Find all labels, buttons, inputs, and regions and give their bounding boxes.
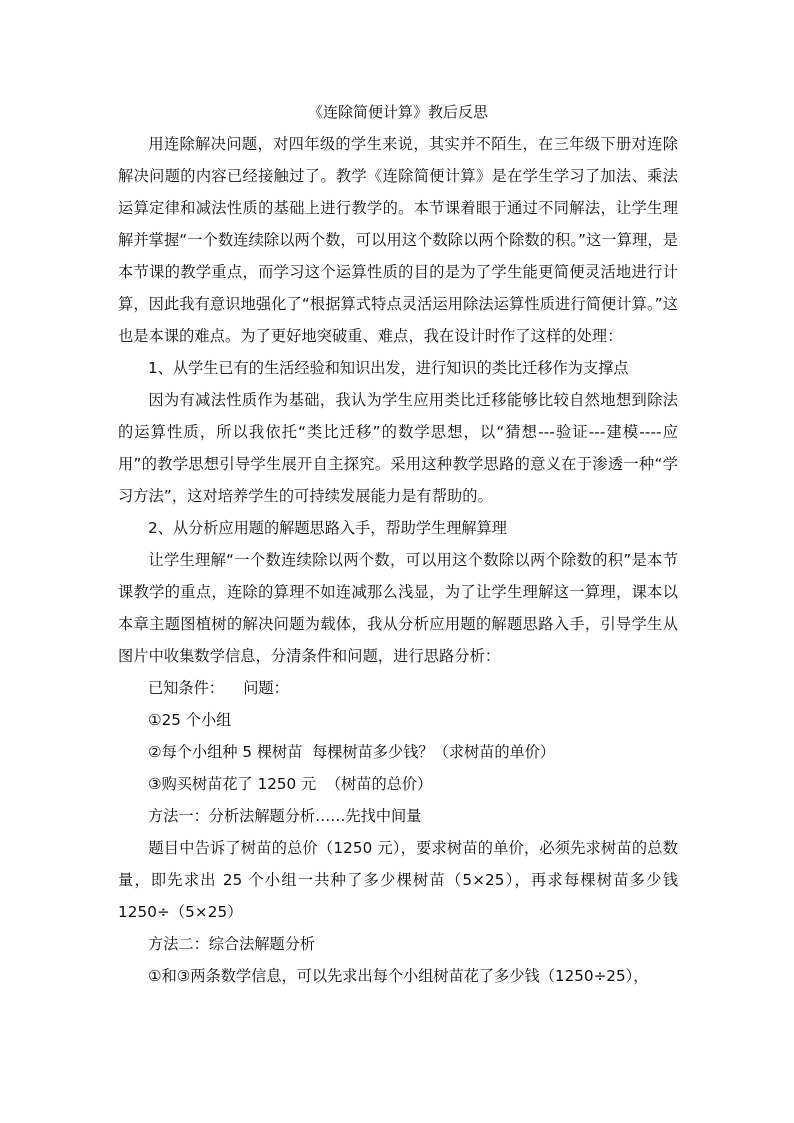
- point-two-paragraph: 让学生理解“一个数连续除以两个数，可以用这个数除以两个除数的积”是本节课教学的重点，连除的算理不如连减那么浅显，为了让学生理解这一算理，课本以本章主题图植树的解决问题为载体，我从分析应用题的解题思路入手，引导学生从图片中收集数学信息，分清条件和问题，进行思路分析：: [118, 551, 678, 665]
- point-one-heading: 1、从学生已有的生活经验和知识出发，进行知识的类比迁移作为支撑点: [148, 359, 629, 377]
- method-two-heading: 方法二：综合法解题分析: [148, 935, 316, 953]
- condition-one: ①25 个小组: [148, 711, 232, 729]
- document-body: [118, 99, 678, 992]
- document-title: 《连除简便计算》教后反思: [307, 103, 488, 121]
- condition-three: ③购买树苗花了 1250 元 （树苗的总价）: [148, 775, 433, 793]
- point-two-heading: 2、从分析应用题的解题思路入手，帮助学生理解算理: [148, 519, 507, 537]
- condition-two: ②每个小组种 5 棵树苗 每棵树苗多少钱？（求树苗的单价）: [148, 743, 556, 761]
- point-one-paragraph: 因为有减法性质作为基础，我认为学生应用类比迁移能够比较自然地想到除法的运算性质，所以我依托“类比迁移”的数学思想，以“猜想---验证---建模----应用”的教学思想引导学生展开自主探究。采用这种教学思路的意义在于渗透一种“学习方法”，这对培养学生的可持续发展能力是有帮助的。: [118, 391, 678, 505]
- method-one-heading: 方法一：分析法解题分析……先找中间量: [148, 807, 422, 825]
- method-one-paragraph: 题目中告诉了树苗的总价（1250 元），要求树苗的单价，必须先求树苗的总数量，即先求出 25 个小组一共种了多少棵树苗（5×25），再求每棵树苗多少钱 1250÷（5×25）: [118, 839, 678, 921]
- given-conditions-label: 已知条件： 问题：: [148, 679, 289, 697]
- intro-paragraph: 用连除解决问题，对四年级的学生来说，其实并不陌生，在三年级下册对连除解决问题的内容已经接触过了。教学《连除简便计算》是在学生学习了加法、乘法运算定律和减法性质的基础上进行教学的。本节课着眼于通过不同解法，让学生理解并掌握“一个数连续除以两个数，可以用这个数除以两个除数的积。”这一算理，是本节课的教学重点，而学习这个运算性质的目的是为了学生能更简便灵活地进行计算，因此我有意识地强化了“根据算式特点灵活运用除法运算性质进行简便计算。”这也是本课的难点。为了更好地突破重、难点，我在设计时作了这样的处理：: [118, 135, 678, 345]
- method-two-paragraph: ①和③两条数学信息，可以先求出每个小组树苗花了多少钱（1250÷25），: [148, 967, 649, 985]
